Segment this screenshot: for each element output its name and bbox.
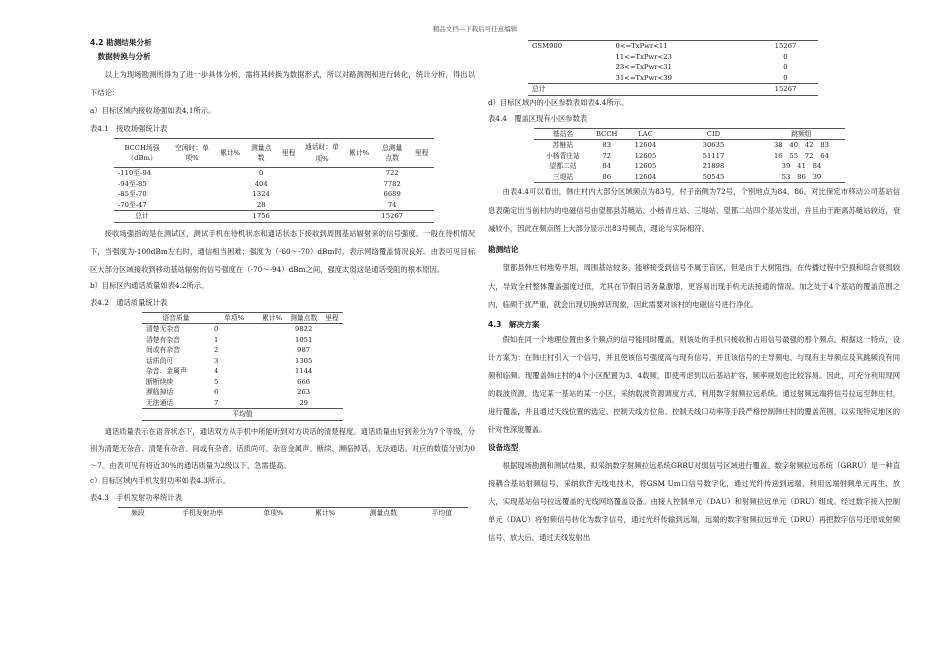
table-row — [142, 398, 343, 409]
header-cell: 单项% — [263, 508, 284, 517]
header-cell: 测量点数 — [369, 508, 397, 517]
level-cell: 7 — [214, 398, 219, 407]
table-row — [114, 168, 434, 179]
table-row — [534, 172, 845, 183]
table-4-4-caption: 表4.4 覆盖区现有小区参数表 — [488, 114, 588, 123]
total-points: 1756 — [252, 212, 270, 220]
total-all-points: 15267 — [381, 212, 403, 220]
power-range-cell: 23<=TxPwr<31 — [615, 63, 672, 71]
table-header-row — [114, 139, 434, 168]
header-cell: 里程 — [325, 313, 339, 322]
paragraph-solution: 假如在同一个地理位置由多个频点的信号能同时覆盖，则该处的手机只接收和占用信号最强的那个频点。根据这一特点，设计方案为：在韩庄村引入一个信号，并且使该信号强度高与现有信号，并且该信号的主导频电、与现有主导频点及其跳频没有同频和临频。现覆盖韩庄村的4个小区配置为3、4载频，即使考虑到以后基站扩容，频率规划也比较容易。因此，可充分利用现网的载波资源，选定某一基站的某一小区，采纳载波资源调度方式，利用数字射频拉远系统。通过射频远端将信号拉远至韩庄村，进行覆盖，并且通过天线位置的选定、控制天线方位角、控制天线口功率等手段严格控制韩庄村的覆盖范围，以实现特定地区的针对性深度覆盖。 — [488, 335, 900, 434]
points-cell: 0 — [783, 52, 788, 61]
range-cell: -110至-94 — [118, 169, 152, 177]
table-row — [534, 140, 845, 151]
table-row — [142, 366, 343, 377]
header-cell: 手机发射功率 — [182, 508, 224, 517]
points-cell: 263 — [297, 388, 311, 396]
table-footer-row — [142, 409, 343, 421]
table-row — [534, 161, 845, 172]
total-label: 总计 — [532, 85, 546, 93]
table-4-2-caption: 表4.2 通话质量统计表 — [90, 298, 168, 307]
points-cell: 404 — [254, 179, 268, 188]
intro-paragraph: 以上为现场勘测所得为了进一步具体分析，需将其转换为数据形式，所以对路测图和进行转化，统计分析，得出以下结论： — [90, 70, 475, 97]
right-column — [488, 40, 900, 547]
header-cell: 总测量点数 — [381, 143, 403, 162]
subheading-conclusion: 勘测结论 — [488, 244, 519, 254]
header-cell: 平均值 — [431, 508, 453, 517]
table-row — [528, 62, 818, 73]
points-cell: 15267 — [774, 42, 797, 50]
power-range-cell: 0<=TxPwr<11 — [615, 42, 668, 50]
points-cell: 1051 — [295, 335, 313, 344]
quality-cell: 断断续续 — [146, 377, 174, 386]
range-cell: -85至-70 — [118, 190, 147, 198]
level-cell: 3 — [214, 356, 219, 365]
table-row — [114, 200, 434, 211]
item-c: c）目标区域内手机发射功率如表4.3所示。 — [90, 475, 230, 485]
quality-cell: 清楚有杂音 — [146, 335, 180, 344]
paragraph-conclusion: 望都县韩庄村地势平坦，周围基站较多，能够接受到信号不属于盲区，但是由于大树阻挡，在传播过程中空损和综合衰损较大，导致全村整体覆盖强度过低，尤其在节假日话务量激增，更容易出现手机无法接通的情况。加之处于4个基站的覆盖范围之内，临频干扰严重，就会出现切换掉话现象，因此需要对该村的电磁信号进行净化。 — [488, 263, 900, 309]
power-range-cell: 31<=TxPwr<39 — [615, 73, 672, 82]
header-cell: 空闲时：单项% — [175, 143, 209, 162]
site-name: 小杨青庄站 — [546, 151, 580, 160]
subheading-equipment: 设备选型 — [488, 443, 519, 452]
header-cell: 累计% — [349, 148, 370, 157]
lac-cell: 12604 — [634, 172, 657, 181]
paragraph-equipment: 根据现场勘测和测试结果，拟采纳数字射频拉远系统GRRU对弱信号区域进行覆盖。数字射频拉远系统（GRRU）是一种直接耦合基站射频信号，采纳软件无线电技术，将GSM Um口信号数字化，通过光纤传送到远端，利用远端射频单元再生、放大，实现基站信号拉远覆盖的无线网络覆盖设备。由接入控制单元（DAU）和射频拉远单元（DRU）组成。经过数字接入控制单元（DAU）将射频信号转化为数字信号，通过光纤传输到远端，远端的数字射频拉远单元（DRU）再把数字信号还原成射频信号、放大后，通过天线发射出 — [488, 460, 900, 542]
level-cell: 6 — [214, 388, 219, 396]
level-cell: 1 — [214, 335, 219, 344]
bcch-cell: 83 — [602, 141, 612, 149]
points-cell: 0 — [783, 63, 788, 71]
cid-cell: 51117 — [702, 151, 725, 160]
level-cell: 5 — [214, 377, 219, 386]
band-cell: GSM900 — [532, 42, 563, 50]
total-label: 总计 — [135, 212, 149, 220]
item-b: b）目标区内通话质量如表4.2所示。 — [90, 280, 209, 290]
left-column — [90, 36, 475, 518]
table-row — [142, 324, 343, 335]
level-cell: 4 — [214, 367, 219, 375]
table-total-row — [114, 211, 434, 223]
table-row — [142, 387, 343, 398]
page-header: 精品文档---下载后可任意编辑 — [432, 25, 518, 33]
quality-cell: 清楚无杂音 — [146, 325, 180, 333]
hop-cell: 38 40 42 83 — [773, 141, 829, 149]
header-cell: BCCH — [596, 129, 618, 138]
bcch-cell: 84 — [602, 162, 612, 170]
level-cell: 0 — [214, 325, 219, 333]
table-row — [528, 52, 818, 63]
hop-cell: 39 41 84 — [781, 162, 822, 170]
table-total-row — [528, 84, 818, 96]
paragraph-field-strength: 接收场强指的是在测试区，测试手机在待机状态和通话状态下接收到周围基站辐射来的信号强度。一般在待机情况下，当强度为-100dBm左右时，通信相当困难；强度为（-60～-70）dBm时，表示网络覆盖情况良好。由表可见目标区大部分区域接收到移动基站辐射的信号强度在（-70～-94）dBm之间，强度太弱这是通话受阻的根本原因。 — [90, 228, 475, 274]
header-cell: CID — [706, 129, 721, 138]
header-cell: 语音质量 — [162, 313, 190, 322]
table-row — [142, 356, 343, 367]
site-name: 三堤站 — [552, 172, 574, 181]
table-header-row — [534, 128, 845, 140]
hop-cell: 16 55 72 64 — [773, 151, 829, 160]
table-4-2 — [142, 312, 343, 421]
points-cell: 0 — [259, 169, 264, 177]
paragraph-site-analysis: 由表4.4可以看出，韩庄村内大部分区域频点为83号，村子南侧为72号，个别地点为84、86。对比保定市移动公司基站信息表确定出当前村内的电磁信号由望都县苏鲢站、小杨青庄站、三堤站、望都二站四个基站发出，并且由于距离苏鲢站较近，衰减较小，因此在频点图上大部分显示出83号频点，理论与实际相符。 — [488, 187, 900, 233]
header-cell: 里程 — [281, 148, 296, 157]
table-row — [114, 179, 434, 190]
average-label: 平均值 — [232, 410, 253, 418]
quality-cell: 杂音、金属声 — [146, 367, 187, 375]
lac-cell: 12605 — [634, 151, 657, 160]
lac-cell: 12605 — [634, 162, 657, 170]
points-cell: 1324 — [252, 190, 270, 198]
points-cell: 1305 — [295, 356, 313, 365]
points-cell: 28 — [256, 200, 266, 209]
table-row — [528, 73, 818, 84]
points-cell: 0 — [783, 73, 788, 82]
total-points-cell: 722 — [385, 169, 399, 177]
table-4-1 — [114, 138, 434, 223]
header-cell: BCCH场强（dBm） — [124, 143, 160, 162]
header-cell: 跳频组 — [791, 129, 812, 138]
header-cell: 频段 — [131, 508, 145, 517]
table-row — [142, 377, 343, 388]
paragraph-call-quality: 通话质量表示在语音状态下，通话双方从手机中所能听到对方说话的清楚程度。通话质量由好到差分为7个等级，分别为清楚无杂音、清楚有杂音、间或有杂音、话质尚可、杂音金属声、断续、濒临掉话、无法通话。对应的数值分别为0～7。由表可见有将近30%的通话质量为2级以下，急需提高。 — [90, 426, 475, 470]
quality-cell: 话质尚可 — [146, 356, 174, 365]
points-cell: 29 — [299, 398, 308, 407]
quality-cell: 濒临掉话 — [146, 388, 174, 396]
table-row — [534, 151, 845, 162]
table-4-3-header — [118, 507, 468, 519]
points-cell: 987 — [297, 346, 311, 354]
header-cell: 基站名 — [552, 129, 574, 138]
quality-cell: 无法通话 — [146, 398, 174, 407]
range-cell: -70至-47 — [118, 200, 147, 209]
table-row — [528, 41, 818, 52]
total-points-cell: 74 — [387, 200, 397, 209]
header-cell: 里程 — [414, 148, 429, 157]
table-row — [114, 189, 434, 200]
total-points-cell: 7782 — [383, 179, 401, 188]
table-4-3-body — [528, 40, 818, 96]
points-cell: 666 — [297, 377, 311, 386]
total-points-cell: 6689 — [383, 190, 401, 198]
total-points: 15267 — [774, 85, 797, 93]
table-header-row — [118, 507, 468, 518]
header-cell: 通话时：单项% — [304, 143, 339, 163]
site-name: 望都二站 — [549, 162, 577, 170]
header-cell: 累计% — [220, 148, 241, 157]
bcch-cell: 72 — [602, 151, 612, 160]
table-4-3-caption: 表4.3 手机发射功率统计表 — [90, 493, 182, 502]
power-range-cell: 11<=TxPwr<23 — [615, 52, 672, 61]
cid-cell: 30635 — [702, 141, 725, 149]
points-cell: 9822 — [295, 325, 313, 333]
range-cell: -94至-85 — [118, 179, 147, 188]
item-a: a）目标区域内接收场强如表4.1所示。 — [90, 106, 216, 115]
table-4-4 — [534, 128, 845, 184]
table-row — [142, 335, 343, 346]
site-name: 苏鲢站 — [552, 141, 574, 149]
header-cell: 测量点数 — [251, 143, 272, 162]
quality-cell: 间或有杂音 — [146, 346, 180, 354]
bcch-cell: 86 — [602, 172, 612, 181]
item-d: d）目标区域内的小区参数表如表4.4所示。 — [488, 97, 629, 107]
hop-cell: 53 86 39 — [781, 172, 822, 181]
section-heading-4-2: 4.2 勘测结果分析 — [90, 38, 152, 47]
table-row — [142, 345, 343, 356]
header-cell: 测量点数 — [290, 313, 318, 322]
header-cell: LAC — [638, 129, 653, 138]
cid-cell: 21898 — [702, 162, 725, 170]
header-cell: 单项% — [223, 313, 245, 322]
table-4-1-caption: 表4.1 接收场强统计表 — [90, 123, 168, 133]
points-cell: 1144 — [295, 367, 313, 375]
lac-cell: 12604 — [634, 141, 657, 149]
cid-cell: 50545 — [702, 172, 725, 181]
level-cell: 2 — [214, 346, 219, 354]
table-header-row — [142, 312, 343, 324]
section-heading-4-3: 4.3 解决方案 — [488, 319, 540, 329]
header-cell: 累计% — [315, 508, 336, 517]
subheading-data-analysis: 数据转换与分析 — [97, 51, 151, 61]
header-cell: 累计% — [262, 313, 283, 322]
